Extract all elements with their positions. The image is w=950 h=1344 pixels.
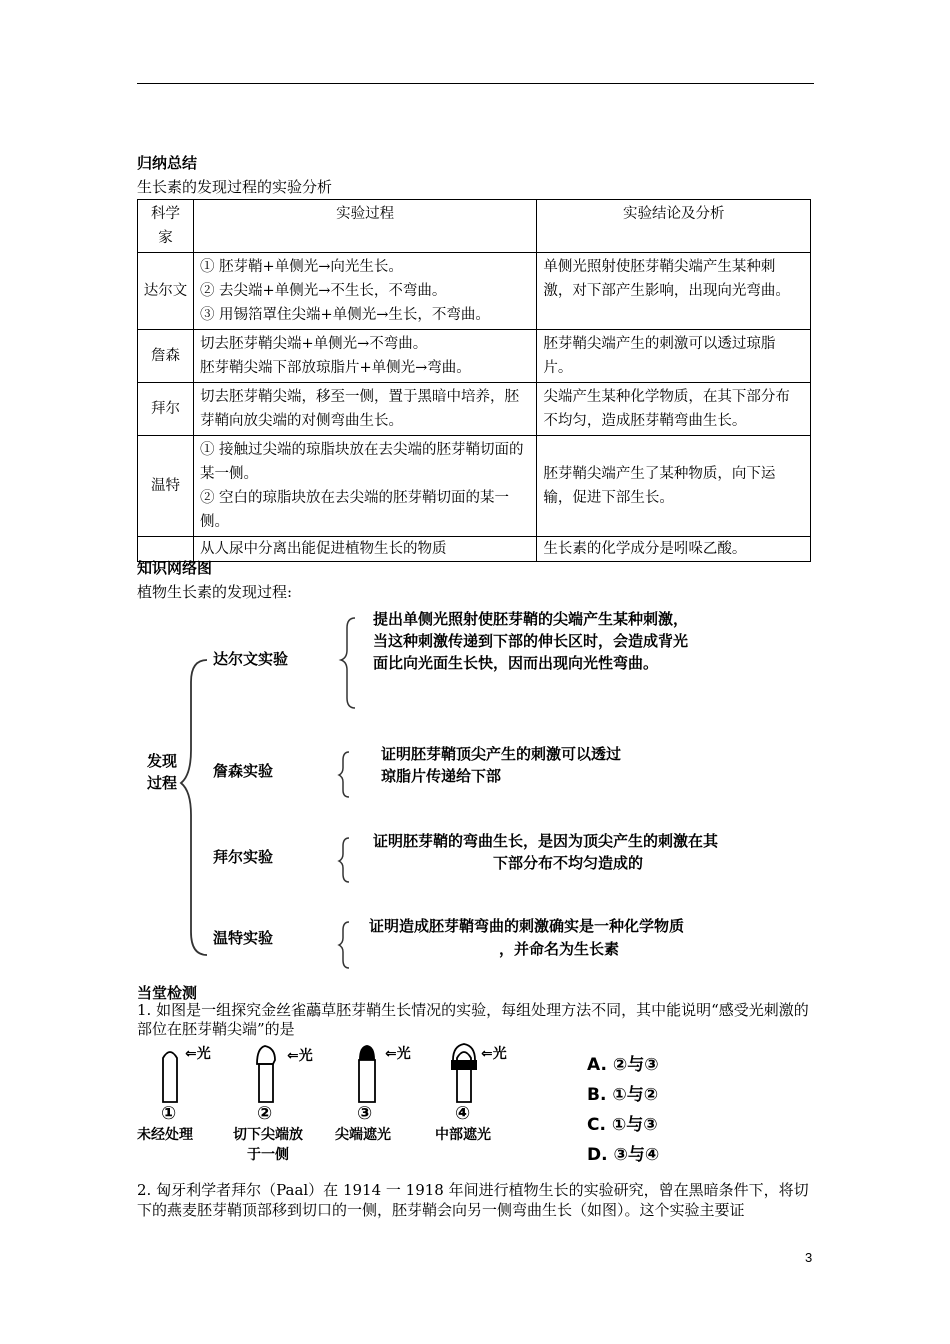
- light-label: 光: [196, 1046, 211, 1062]
- network-intro: 植物生长素的发现过程:: [137, 583, 293, 601]
- item-num-3: ③: [357, 1103, 373, 1124]
- light-arrow-3: [385, 1044, 411, 1064]
- conclusion-jensen: 胚芽鞘尖端产生的刺激可以透过琼脂片。: [537, 330, 811, 383]
- light-label: 光: [396, 1046, 411, 1062]
- process-line: ① 接触过尖端的琼脂块放在去尖端的胚芽鞘切面的某一侧。: [199, 442, 524, 482]
- light-label: 光: [298, 1048, 313, 1064]
- option-c: C. ①与③: [587, 1115, 658, 1135]
- header-conclusion: 实验结论及分析: [537, 200, 811, 253]
- process-jensen: [193, 330, 536, 383]
- brace-paal: [339, 838, 349, 882]
- process-line: ① 胚芽鞘+单侧光→向光生长。: [199, 259, 403, 275]
- scientist-paal: 拜尔: [138, 383, 194, 436]
- branch-darwin: 达尔文实验: [213, 650, 289, 668]
- coleoptile-3: [359, 1060, 375, 1102]
- coleoptile-3-cap: [359, 1045, 375, 1060]
- knowledge-map: [137, 600, 817, 975]
- detail-paal-2: 下部分布不均匀造成的: [493, 854, 644, 872]
- item-label-3: 尖端遮光: [335, 1127, 391, 1143]
- detail-paal-1: 证明胚芽鞘的弯曲生长，是因为顶尖产生的刺激在其: [373, 832, 719, 850]
- arrow-icon: ⇐: [481, 1046, 493, 1062]
- process-line: 切去胚芽鞘尖端+单侧光→不弯曲。: [199, 336, 428, 352]
- detail-went-1: 证明造成胚芽鞘弯曲的刺激确实是一种化学物质: [369, 917, 685, 935]
- process-paal: 切去胚芽鞘尖端，移至一侧，置于黑暗中培养，胚芽鞘向放尖端的对侧弯曲生长。: [193, 383, 536, 436]
- experiment-table: [137, 199, 811, 562]
- page-number: 3: [805, 1250, 813, 1265]
- network-heading: 知识网络图: [137, 559, 213, 577]
- coleoptile-1: [163, 1052, 177, 1102]
- header-rule: [137, 83, 814, 84]
- option-a: A. ②与③: [587, 1055, 659, 1075]
- item-num-1: ①: [161, 1103, 177, 1124]
- question-1-figure: [137, 1040, 707, 1170]
- process-line: ② 去尖端+单侧光→不生长，不弯曲。: [199, 283, 447, 299]
- conclusion-iaa: 生长素的化学成分是吲哚乙酸。: [537, 537, 811, 562]
- check-heading: 当堂检测: [137, 984, 198, 1002]
- table-caption: 生长素的发现过程的实验分析: [137, 178, 333, 196]
- light-arrow-1: [185, 1044, 211, 1064]
- process-iaa: 从人尿中分离出能促进植物生长的物质: [193, 537, 536, 562]
- item-label-2: 切下尖端放于一侧: [233, 1127, 303, 1163]
- process-line: ③ 用锡箔罩住尖端+单侧光→生长，不弯曲。: [199, 307, 490, 323]
- branch-jensen: 詹森实验: [213, 762, 274, 780]
- detail-jensen-1: 证明胚芽鞘顶尖产生的刺激可以透过: [381, 745, 622, 763]
- coleoptile-2: [259, 1064, 273, 1102]
- summary-heading: 归纳总结: [137, 154, 198, 172]
- brace-went: [339, 922, 349, 968]
- detail-darwin-2: 当这种刺激传递到下部的伸长区时，会造成背光: [373, 632, 689, 650]
- detail-darwin-1: 提出单侧光照射使胚芽鞘的尖端产生某种刺激，: [373, 610, 689, 628]
- branch-went: 温特实验: [213, 929, 274, 947]
- detail-jensen-2: 琼脂片传递给下部: [381, 767, 502, 785]
- map-root: 发现过程: [147, 752, 178, 792]
- question-1: 1. 如图是一组探究金丝雀虉草胚芽鞘生长情况的实验，每组处理方法不同，其中能说明“感受光刺激的部位在胚芽鞘尖端”的是: [137, 1001, 809, 1038]
- process-went: [193, 436, 536, 537]
- brace-jensen: [339, 752, 349, 797]
- option-d: D. ③与④: [587, 1145, 660, 1165]
- arrow-icon: ⇐: [385, 1046, 397, 1062]
- arrow-icon: ⇐: [287, 1048, 299, 1064]
- process-darwin: [193, 253, 536, 330]
- header-process: 实验过程: [193, 200, 536, 253]
- light-label: 光: [492, 1046, 507, 1062]
- branch-paal: 拜尔实验: [213, 848, 274, 866]
- conclusion-went: 胚芽鞘尖端产生了某种物质，向下运输，促进下部生长。: [537, 436, 811, 537]
- coleoptile-4-band: [451, 1060, 477, 1070]
- arrow-icon: ⇐: [185, 1046, 197, 1062]
- process-line: ② 空白的琼脂块放在去尖端的胚芽鞘切面的某一侧。: [199, 490, 510, 530]
- light-arrow-2: [287, 1046, 313, 1066]
- question-2: 2. 匈牙利学者拜尔（Paal）在 1914 一 1918 年间进行植物生长的实验研究，曾在黑暗条件下，将切下的燕麦胚芽鞘顶部移到切口的一侧，胚芽鞘会向另一侧弯曲生长（如图）。这个实验主要证: [137, 1181, 809, 1219]
- item-label-4: 中部遮光: [435, 1127, 491, 1143]
- scientist-jensen: 詹森: [138, 330, 194, 383]
- header-scientist: 科学家: [138, 200, 194, 253]
- option-b: B. ①与②: [587, 1085, 659, 1105]
- item-num-2: ②: [257, 1103, 273, 1124]
- detail-darwin-3: 面比向光面生长快，因而出现向光性弯曲。: [373, 654, 659, 672]
- coleoptile-4: [457, 1052, 471, 1102]
- coleoptile-2-tip: [257, 1046, 275, 1064]
- light-arrow-4: [481, 1044, 507, 1064]
- brace-darwin: [341, 618, 355, 708]
- conclusion-paal: 尖端产生某种化学物质，在其下部分布不均匀，造成胚芽鞘弯曲生长。: [537, 383, 811, 436]
- item-label-1: 未经处理: [137, 1127, 193, 1143]
- scientist-darwin: 达尔文: [138, 253, 194, 330]
- main-brace: [181, 660, 207, 955]
- process-line: 胚芽鞘尖端下部放琼脂片+单侧光→弯曲。: [199, 360, 471, 376]
- detail-went-2: ，并命名为生长素: [499, 940, 620, 958]
- conclusion-darwin: 单侧光照射使胚芽鞘尖端产生某种刺激，对下部产生影响，出现向光弯曲。: [537, 253, 811, 330]
- item-num-4: ④: [455, 1103, 471, 1124]
- scientist-went: 温特: [138, 436, 194, 537]
